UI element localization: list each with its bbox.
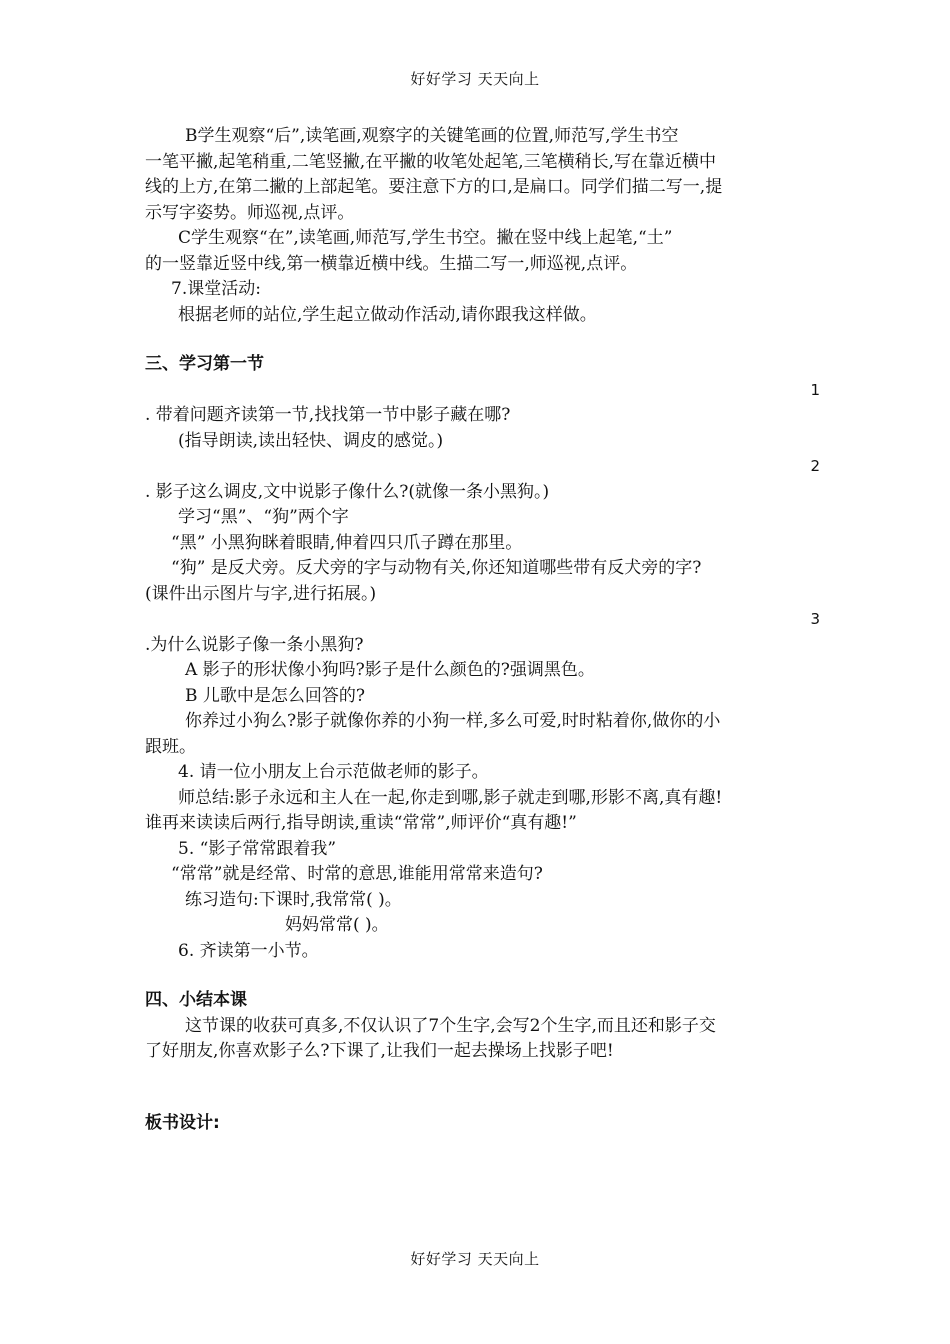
paragraph-line: 线的上方,在第二撇的上部起笔。要注意下方的口,是扁口。同学们描二写一,提 [145,177,723,197]
paragraph-line: 的一竖靠近竖中线,第一横靠近横中线。生描二写一,师巡视,点评。 [145,253,638,274]
paragraph-line: 4. 请一位小朋友上台示范做老师的影子。 [178,762,489,782]
paragraph-line: 6. 齐读第一小节。 [178,940,319,961]
document-body [145,124,820,1136]
paragraph-line: 了好朋友,你喜欢影子么?下课了,让我们一起去操场上找影子吧! [145,1041,614,1061]
paragraph-line: “黑” 小黑狗眯着眼睛,伸着四只爪子蹲在那里。 [171,532,523,553]
paragraph-line: “常常”就是经常、时常的意思,谁能用常常来造句? [171,864,543,884]
paragraph-line: 根据老师的站位,学生起立做动作活动,请你跟我这样做。 [178,304,597,325]
paragraph-line: 7.课堂活动: [171,279,261,299]
paragraph-line: 练习造句:下课时,我常常( )。 [185,889,402,910]
paragraph-line: (课件出示图片与字,进行拓展。) [145,583,377,604]
paragraph-line: .为什么说影子像一条小黑狗? [145,634,364,655]
item-number: 3 [810,610,820,628]
paragraph-line: 学习“黑”、“狗”两个字 [178,507,349,527]
paragraph-line: 谁再来读读后两行,指导朗读,重读“常常”,师评价“真有趣!” [145,813,577,833]
paragraph-line: 你养过小狗么?影子就像你养的小狗一样,多么可爱,时时粘着你,做你的小 [185,711,721,731]
item-number: 1 [810,380,820,399]
paragraph-line: B学生观察“后”,读笔画,观察字的关键笔画的位置,师范写,学生书空 [185,126,679,146]
paragraph-line: 5. “影子常常跟着我” [178,838,337,859]
item-number: 2 [810,457,820,475]
board-design-heading: 板书设计: [145,1112,220,1133]
paragraph-line: 跟班。 [145,736,196,757]
page-header: 好好学习 天天向上 [410,70,540,88]
paragraph-line: A 影子的形状像小狗吗?影子是什么颜色的?强调黑色。 [185,660,595,680]
paragraph-line: 师总结:影子永远和主人在一起,你走到哪,影子就走到哪,形影不离,真有趣! [178,787,723,808]
paragraph-line: 一笔平撇,起笔稍重,二笔竖撇,在平撇的收笔处起笔,三笔横稍长,写在靠近横中 [145,151,717,172]
section-heading-4: 四、小结本课 [145,990,247,1010]
paragraph-line: 妈妈常常( )。 [285,915,389,935]
page-footer: 好好学习 天天向上 [410,1250,540,1268]
paragraph-line: . 带着问题齐读第一节,找找第一节中影子藏在哪? [145,405,511,425]
paragraph-line: 示写字姿势。师巡视,点评。 [145,202,355,223]
paragraph-line: (指导朗读,读出轻快、调皮的感觉。) [178,430,444,451]
paragraph-line: C学生观察“在”,读笔画,师范写,学生书空。撇在竖中线上起笔,“土” [178,228,673,248]
paragraph-line: “狗” 是反犬旁。反犬旁的字与动物有关,你还知道哪些带有反犬旁的字? [171,558,702,578]
paragraph-line: . 影子这么调皮,文中说影子像什么?(就像一条小黑狗。) [145,481,550,502]
section-heading-3: 三、学习第一节 [145,354,264,374]
paragraph-line: B 儿歌中是怎么回答的? [185,685,366,706]
paragraph-line: 这节课的收获可真多,不仅认识了7个生字,会写2个生字,而且还和影子交 [185,1015,716,1036]
